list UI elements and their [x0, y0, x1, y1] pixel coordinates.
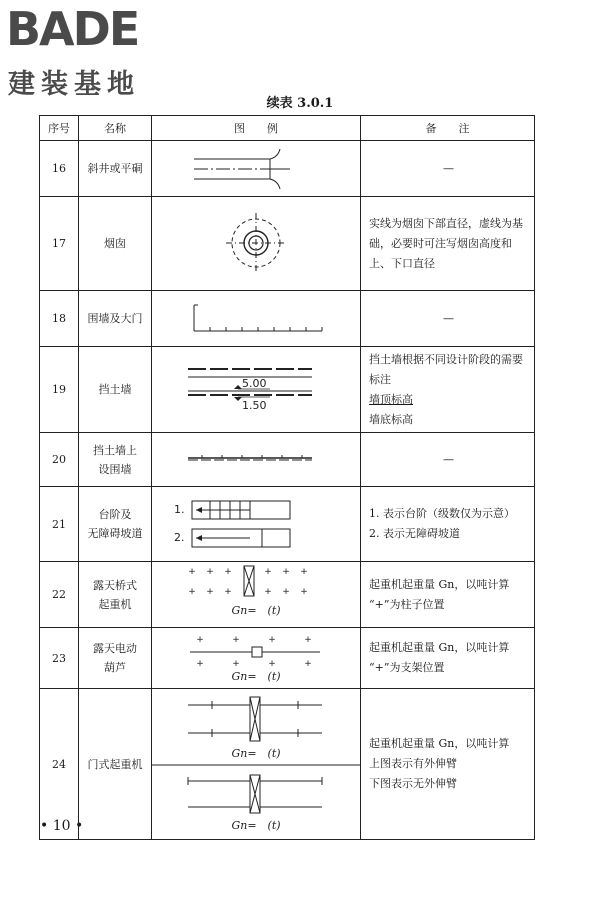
row-number: 20: [40, 433, 79, 487]
row-note: [361, 347, 535, 433]
svg-text:+: +: [232, 635, 240, 645]
note-line-2: “+”为支架位置: [369, 661, 445, 674]
note-line-2: “+”为柱子位置: [369, 597, 445, 611]
logo-subtitle: 建装基地: [8, 69, 140, 100]
bottom-elevation-label: 1.50: [242, 399, 267, 412]
table-row: [40, 628, 535, 689]
svg-text:+: +: [206, 587, 214, 597]
name-line-2: 葫芦: [104, 661, 126, 674]
table-header: [40, 116, 535, 141]
header-no: 序号: [40, 116, 79, 141]
table-row: [40, 689, 535, 840]
svg-text:+: +: [268, 659, 276, 669]
row-note: [361, 487, 535, 562]
svg-text:+: +: [282, 567, 290, 577]
legend-retaining-wall-with-fence: [152, 433, 361, 487]
svg-text:+: +: [188, 567, 196, 577]
svg-text:+: +: [304, 659, 312, 669]
legend-table: [39, 115, 535, 840]
svg-text:+: +: [196, 635, 204, 645]
row-number: 18: [40, 291, 79, 347]
row-name: 门式起重机: [79, 689, 152, 840]
row-name: [79, 487, 152, 562]
header-name: 名称: [79, 116, 152, 141]
name-line-1: 露天桥式: [93, 578, 137, 592]
legend-chimney: [152, 197, 361, 291]
name-line-1: 露天电动: [93, 642, 137, 655]
row-note: [361, 562, 535, 628]
svg-text:+: +: [264, 567, 272, 577]
note-line-3: 下图表示无外伸臂: [369, 777, 457, 790]
row-name: [79, 628, 152, 689]
row-note: —: [361, 433, 535, 487]
row-note: [361, 689, 535, 840]
note-line-1: 起重机起重量 Gn，以吨计算: [369, 641, 510, 654]
note-line-1: 起重机起重量 Gn，以吨计算: [369, 577, 510, 591]
gn-label-upper: Gn= (t): [231, 747, 281, 760]
table-row: [40, 562, 535, 628]
svg-text:+: +: [282, 587, 290, 597]
note-line-2: 2. 表示无障碍坡道: [369, 527, 460, 540]
legend-steps-and-ramp: [152, 487, 361, 562]
svg-text:+: +: [268, 635, 276, 645]
note-line-1: 起重机起重量 Gn，以吨计算: [369, 737, 510, 750]
row-number: 16: [40, 141, 79, 197]
note-bottom-elevation: 墙底标高: [369, 412, 413, 426]
note-top-elevation: 墙顶标高: [369, 392, 413, 406]
header-legend: 图 例: [152, 116, 361, 141]
svg-text:+: +: [300, 567, 308, 577]
svg-text:+: +: [224, 567, 232, 577]
svg-text:+: +: [196, 659, 204, 669]
table-row: [40, 433, 535, 487]
svg-text:+: +: [264, 587, 272, 597]
note-line-1: 1. 表示台阶（级数仅为示意）: [369, 507, 515, 520]
svg-text:+: +: [206, 567, 214, 577]
legend-inclined-shaft: [152, 141, 361, 197]
logo-brand: BADE: [6, 2, 139, 56]
legend-gantry-crane: [152, 689, 361, 840]
header-note: 备 注: [361, 116, 535, 141]
gn-label: Gn= (t): [231, 604, 281, 617]
row-name: 烟囱: [79, 197, 152, 291]
legend-retaining-wall: [152, 347, 361, 433]
row-note: 实线为烟囱下部直径，虚线为基础，必要时可注写烟囱高度和上、下口直径: [361, 197, 535, 291]
gn-label: Gn= (t): [231, 670, 281, 683]
svg-text:+: +: [224, 587, 232, 597]
row-number: 22: [40, 562, 79, 628]
svg-text:+: +: [300, 587, 308, 597]
name-line-1: 台阶及: [98, 508, 132, 521]
fig-label-1: 1.: [174, 503, 185, 516]
gn-label-lower: Gn= (t): [231, 819, 281, 832]
name-line-2: 起重机: [98, 597, 132, 611]
name-line-2: 设围墙: [98, 462, 132, 476]
table-caption: 续表 3.0.1: [266, 96, 334, 111]
row-number: 19: [40, 347, 79, 433]
row-number: 24: [40, 689, 79, 840]
table-row: [40, 347, 535, 433]
row-number: 21: [40, 487, 79, 562]
name-line-2: 无障碍坡道: [87, 527, 143, 540]
row-note: —: [361, 141, 535, 197]
top-elevation-label: 5.00: [242, 377, 267, 390]
row-name: [79, 433, 152, 487]
svg-text:+: +: [232, 659, 240, 669]
row-name: 围墙及大门: [79, 291, 152, 347]
table-row: [40, 197, 535, 291]
row-number: 23: [40, 628, 79, 689]
row-number: 17: [40, 197, 79, 291]
note-text: 挡土墙根据不同设计阶段的需要标注: [369, 352, 523, 386]
bade-logo: [6, 2, 176, 100]
page-number: • 10 •: [40, 818, 84, 834]
table-row: [40, 141, 535, 197]
row-note: —: [361, 291, 535, 347]
row-name: 挡土墙: [79, 347, 152, 433]
legend-bridge-crane: [152, 562, 361, 628]
legend-electric-hoist: [152, 628, 361, 689]
svg-text:+: +: [188, 587, 196, 597]
legend-enclosure-wall-gate: [152, 291, 361, 347]
svg-text:+: +: [304, 635, 312, 645]
row-note: [361, 628, 535, 689]
row-name: [79, 562, 152, 628]
note-line-2: 上图表示有外伸臂: [369, 757, 457, 770]
fig-label-2: 2.: [174, 531, 185, 544]
name-line-1: 挡土墙上: [93, 443, 137, 457]
table-row: [40, 487, 535, 562]
row-name: 斜井或平硐: [79, 141, 152, 197]
table-row: [40, 291, 535, 347]
